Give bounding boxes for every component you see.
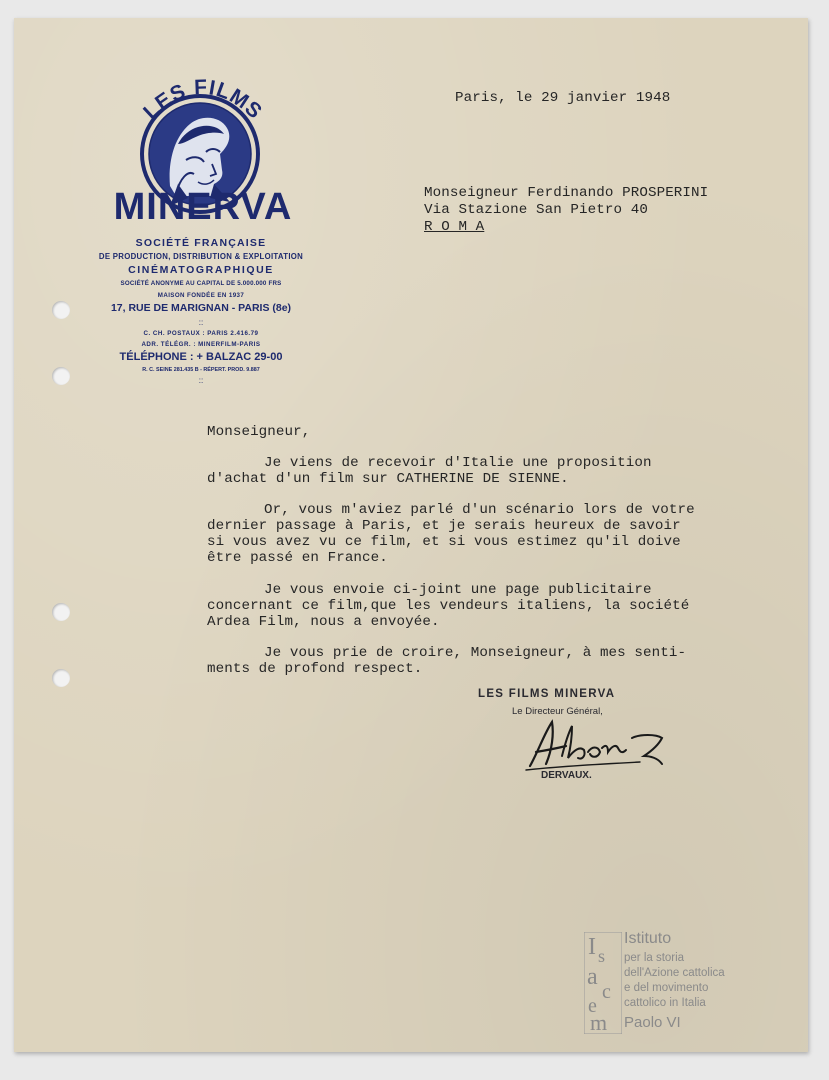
watermark-line6: Paolo VI [624,1014,681,1031]
watermark-line3: dell'Azione cattolica [624,967,725,979]
recipient-street: Via Stazione San Pietro 40 [424,202,648,218]
punch-hole [52,603,70,621]
salutation: Monseigneur, [207,424,311,440]
body-line: Je vous envoie ci-joint une page publicitaire [264,582,652,598]
letterhead-line5: MAISON FONDÉE EN 1937 [157,292,245,299]
letterhead-line2: DE PRODUCTION, DISTRIBUTION & EXPLOITATION [98,252,304,261]
recipient-city: R O M A [424,219,485,235]
watermark-line4: e del movimento [624,982,709,994]
body-line: si vous avez vu ce film, et si vous estimez qu'il doive [207,534,681,550]
body-line: Je vous prie de croire, Monseigneur, à mes senti- [264,645,687,661]
svg-text:m: m [590,1010,608,1034]
signature-name: DERVAUX. [541,770,592,781]
signature-title: Le Directeur Général, [512,706,603,717]
handwritten-signature [522,716,682,774]
svg-text:e: e [588,995,597,1017]
letterhead-registry: R. C. SEINE 281.435 B - RÉPERT. PROD. 9.887 [142,367,260,373]
letterhead-line4: SOCIÉTÉ ANONYME AU CAPITAL DE 5.000.000 FRS [120,280,282,287]
signature-company: LES FILMS MINERVA [478,688,616,700]
svg-text:s: s [598,946,606,966]
svg-text:c: c [602,981,611,1003]
letterhead-company-name: MINERVA [113,186,293,228]
watermark-line2: per la storia [624,952,685,964]
punch-hole [52,669,70,687]
letter-date: Paris, le 29 janvier 1948 [455,90,671,106]
letterhead-telegram: ADR. TÉLÉGR. : MINERFILM-PARIS [141,341,261,348]
svg-text:I: I [588,934,596,960]
letterhead-line3: CINÉMATOGRAPHIQUE [128,264,274,276]
letterhead-divider-dots: :: [198,318,204,327]
letterhead-address: 17, RUE DE MARIGNAN - PARIS (8e) [110,302,292,314]
body-line: d'achat d'un film sur CATHERINE DE SIENNE. [207,471,569,487]
watermark-line1: Istituto [624,930,672,947]
body-line: être passé en France. [207,550,388,566]
svg-text:a: a [587,964,598,990]
body-line: Or, vous m'aviez parlé d'un scénario lors de votre [264,502,695,518]
letterhead-cheque: C. CH. POSTAUX : PARIS 2.416.79 [143,330,259,337]
letterhead-phone: TÉLÉPHONE : + BALZAC 29-00 [119,351,283,363]
letterhead-arc-text: LES FILMS [139,75,267,124]
body-line: ments de profond respect. [207,661,423,677]
body-line: Je viens de recevoir d'Italie une proposition [264,455,652,471]
recipient-name: Monseigneur Ferdinando PROSPERINI [424,185,709,201]
isacem-logo-mark [584,932,622,1034]
archive-watermark [584,930,734,1034]
body-line: Ardea Film, nous a envoyée. [207,614,440,630]
body-line: concernant ce film,que les vendeurs italiens, la société [207,598,690,614]
letterhead-divider-dots: :: [198,376,204,385]
letterhead-line1: SOCIÉTÉ FRANÇAISE [135,237,267,249]
watermark-line5: cattolico in Italia [624,997,706,1009]
body-line: dernier passage à Paris, et je serais heureux de savoir [207,518,681,534]
